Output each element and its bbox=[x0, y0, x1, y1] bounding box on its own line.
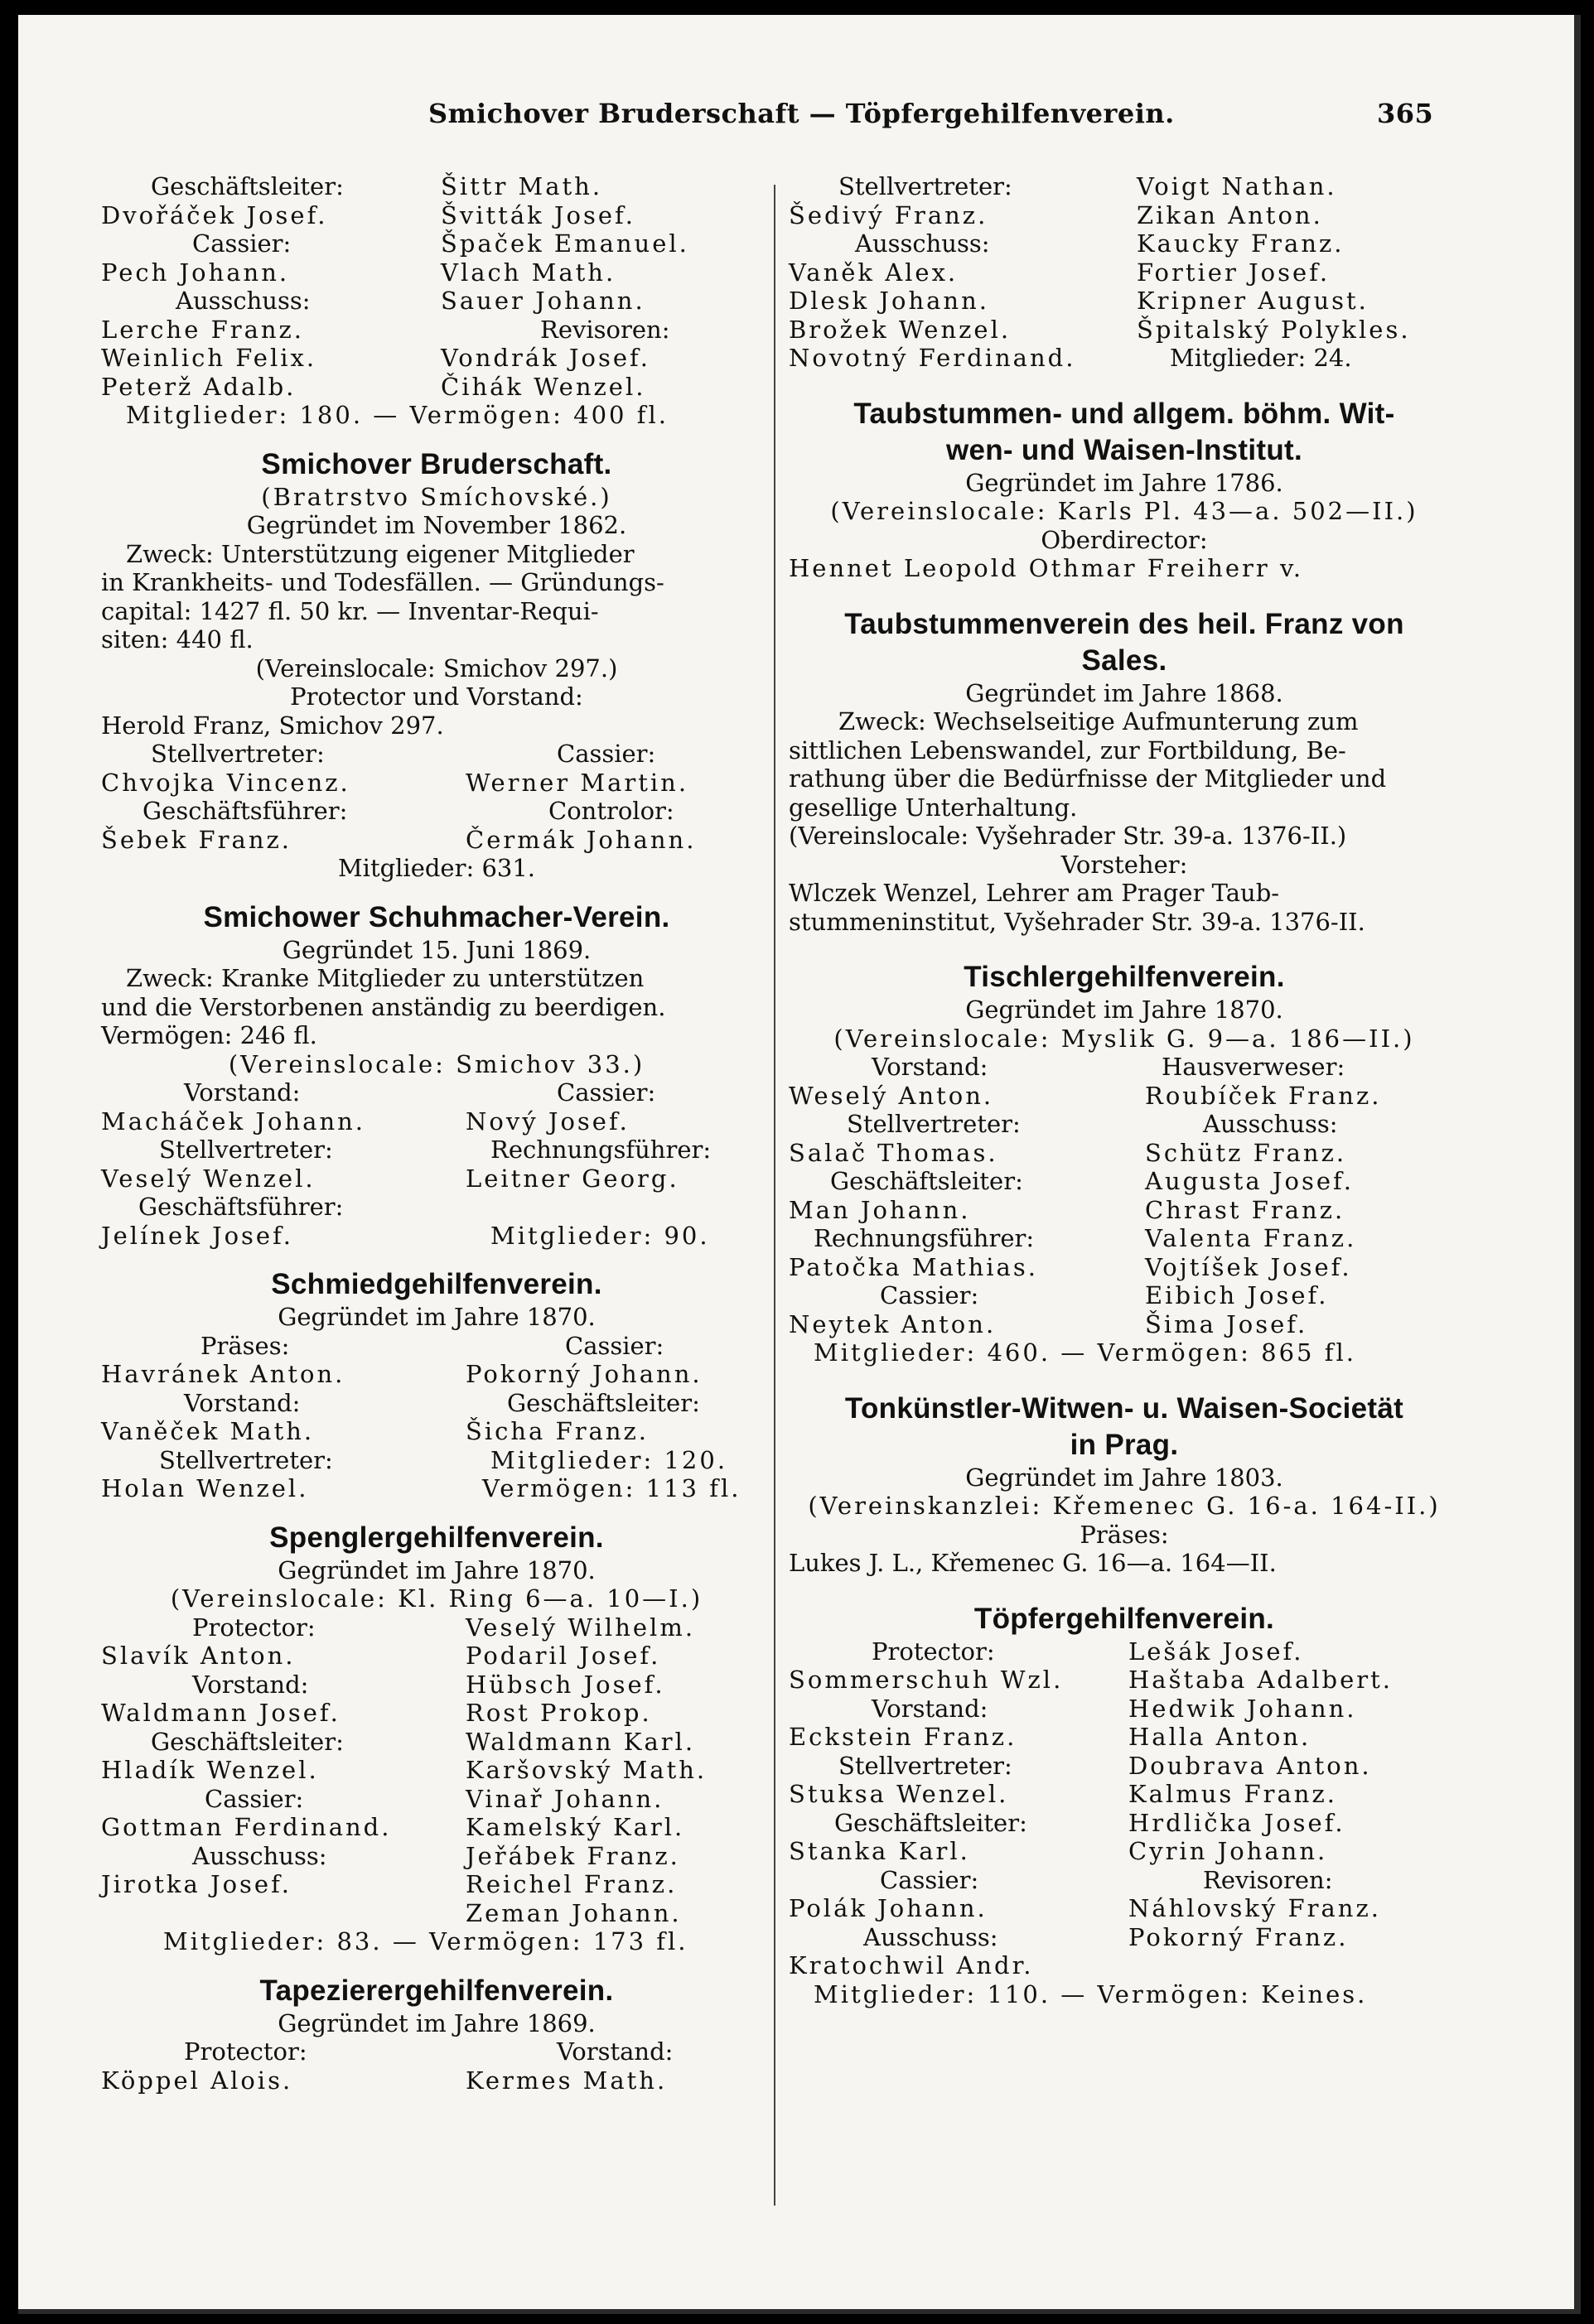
name: Šittr Math. bbox=[441, 172, 603, 200]
founded: Gegründet im Jahre 1786. bbox=[965, 468, 1283, 497]
label: Protector und Vorstand: bbox=[290, 682, 583, 711]
name: Dvořáček Josef. bbox=[101, 200, 328, 229]
name: Macháček Johann. bbox=[101, 1107, 366, 1135]
name: Vlach Math. bbox=[441, 258, 616, 287]
zweck-line: Zweck: Wechselseitige Aufmunterung zum bbox=[838, 707, 1359, 735]
label: Stellvertreter: bbox=[159, 1445, 333, 1474]
name: Jelínek Josef. bbox=[101, 1221, 294, 1250]
name: Šedivý Franz. bbox=[789, 200, 988, 229]
name: Neytek Anton. bbox=[789, 1309, 997, 1338]
entry-smichover-bruderschaft bbox=[101, 446, 772, 883]
label: Protector: bbox=[184, 2037, 307, 2066]
zweck-line: und die Verstorbenen anständig zu beerdigen. bbox=[101, 992, 666, 1021]
book-page bbox=[18, 15, 1581, 2314]
entry-title: Smichover Bruderschaft. bbox=[261, 447, 612, 480]
zweck-line: Vermögen: 246 fl. bbox=[101, 1021, 317, 1049]
entry-spenglergehilfenverein bbox=[101, 1520, 772, 1956]
name: Veselý Wilhelm. bbox=[466, 1613, 696, 1642]
label: Controlor: bbox=[548, 797, 674, 825]
name: Wlczek Wenzel, Lehrer am Prager Taub- bbox=[789, 879, 1280, 907]
name: Eckstein Franz. bbox=[789, 1723, 1017, 1751]
name: Lukes J. L., Křemenec G. 16—a. 164—II. bbox=[789, 1549, 1277, 1577]
entry-title: Tischlergehilfenverein. bbox=[964, 961, 1285, 993]
page-number: 365 bbox=[1377, 98, 1434, 129]
label: Vorstand: bbox=[872, 1053, 988, 1081]
label: Revisoren: bbox=[1203, 1865, 1333, 1894]
label: Stellvertreter: bbox=[838, 1751, 1012, 1780]
name: Dlesk Johann. bbox=[789, 287, 989, 315]
label: Oberdirector: bbox=[1041, 525, 1208, 554]
zweck-line: gesellige Unterhaltung. bbox=[789, 793, 1078, 822]
entry-tonkuenstler-societaet bbox=[789, 1391, 1460, 1578]
label: Rechnungsführer: bbox=[490, 1135, 712, 1164]
name: Slavík Anton. bbox=[101, 1642, 296, 1670]
label: Vorstand: bbox=[184, 1388, 301, 1417]
entry-title: Taubstummen- und allgem. böhm. Wit- bbox=[853, 397, 1395, 430]
name: Hrdlička Josef. bbox=[1128, 1808, 1345, 1837]
entry-title: in Prag. bbox=[1070, 1428, 1179, 1461]
name: Kermes Math. bbox=[466, 2066, 668, 2095]
label: Protector: bbox=[872, 1637, 995, 1666]
name: Náhlovský Franz. bbox=[1128, 1894, 1381, 1922]
locale: (Vereinskanzlei: Křemenec G. 16-a. 164-II.) bbox=[808, 1492, 1441, 1520]
name: Novotný Ferdinand. bbox=[789, 344, 1076, 372]
name: Eibich Josef. bbox=[1145, 1281, 1329, 1309]
entry-tapezierergehilfenverein bbox=[101, 1973, 772, 2095]
zweck-line: in Krankheits- und Todesfällen. — Gründungs- bbox=[101, 568, 664, 596]
name: Pokorný Johann. bbox=[466, 1360, 703, 1388]
founded: Gegründet im November 1862. bbox=[246, 511, 627, 539]
zweck-line: capital: 1427 fl. 50 kr. — Inventar-Requi- bbox=[101, 596, 599, 625]
name: Špaček Emanuel. bbox=[441, 229, 689, 258]
founded: Gegründet im Jahre 1868. bbox=[965, 678, 1283, 707]
name: Pech Johann. bbox=[101, 258, 290, 287]
entry-title: Töpfergehilfenverein. bbox=[973, 1602, 1275, 1635]
name: Reichel Franz. bbox=[466, 1870, 678, 1898]
entry-taubstummenverein-franz bbox=[789, 606, 1460, 937]
label: Geschäftsführer: bbox=[138, 1193, 344, 1221]
label: Vorstand: bbox=[192, 1670, 309, 1699]
entry-title: Schmiedgehilfenverein. bbox=[271, 1268, 602, 1300]
label: Geschäftsleiter: bbox=[151, 172, 344, 200]
entry-continued bbox=[789, 172, 1460, 373]
name: Waldmann Josef. bbox=[101, 1699, 341, 1727]
name: Weinlich Felix. bbox=[101, 344, 317, 372]
name: Vaněk Alex. bbox=[789, 258, 959, 287]
label: Ausschuss: bbox=[863, 1922, 998, 1951]
name: Špitalský Polykles. bbox=[1137, 315, 1411, 344]
name: stummeninstitut, Vyšehrader Str. 39-a. 1376-II. bbox=[789, 907, 1365, 936]
label: Cassier: bbox=[880, 1865, 979, 1894]
founded: Gegründet im Jahre 1869. bbox=[278, 2008, 596, 2037]
name: Kripner August. bbox=[1137, 287, 1369, 315]
label: Geschäftsführer: bbox=[142, 797, 348, 825]
name: Stanka Karl. bbox=[789, 1837, 970, 1865]
label: Vorsteher: bbox=[1060, 850, 1188, 879]
name: Stuksa Wenzel. bbox=[789, 1780, 1009, 1808]
label: Geschäftsleiter: bbox=[830, 1167, 1023, 1195]
running-title: Smichover Bruderschaft — Töpfergehilfenverein. bbox=[428, 98, 1175, 129]
name: Roubíček Franz. bbox=[1145, 1081, 1382, 1110]
members: Mitglieder: 631. bbox=[337, 854, 536, 882]
name: Šicha Franz. bbox=[466, 1417, 650, 1445]
founded: Gegründet im Jahre 1870. bbox=[965, 996, 1283, 1024]
label: Stellvertreter: bbox=[159, 1135, 333, 1164]
name: Man Johann. bbox=[789, 1195, 971, 1224]
subtitle: (Bratrstvo Smíchovské.) bbox=[261, 482, 612, 511]
locale: (Vereinslocale: Smichov 297.) bbox=[255, 653, 618, 682]
founded: Gegründet im Jahre 1870. bbox=[278, 1555, 596, 1584]
entry-schuhmacher-verein bbox=[101, 899, 772, 1251]
label: Cassier: bbox=[557, 1078, 656, 1107]
name: Vondrák Josef. bbox=[441, 344, 650, 372]
zweck-line: rathung über die Bedürfnisse der Mitglieder und bbox=[789, 764, 1387, 793]
label: Vorstand: bbox=[184, 1078, 301, 1107]
name: Havránek Anton. bbox=[101, 1360, 345, 1388]
founded: Gegründet im Jahre 1803. bbox=[965, 1463, 1283, 1492]
zweck-line: sittlichen Lebenswandel, zur Fortbildung, Be- bbox=[789, 735, 1346, 764]
name: Kaucky Franz. bbox=[1137, 229, 1345, 258]
name: Sauer Johann. bbox=[441, 287, 645, 315]
name: Veselý Wenzel. bbox=[101, 1164, 316, 1193]
name: Herold Franz, Smichov 297. bbox=[101, 711, 444, 740]
name: Patočka Mathias. bbox=[789, 1252, 1038, 1281]
name: Šebek Franz. bbox=[101, 825, 292, 854]
name: Sommerschuh Wzl. bbox=[789, 1666, 1064, 1694]
name: Nový Josef. bbox=[466, 1107, 630, 1135]
name: Doubrava Anton. bbox=[1128, 1751, 1372, 1780]
name: Halla Anton. bbox=[1128, 1723, 1311, 1751]
right-column bbox=[789, 172, 1460, 2008]
name: Fortier Josef. bbox=[1137, 258, 1331, 287]
name: Kratochwil Andr. bbox=[789, 1951, 1034, 1979]
name: Šima Josef. bbox=[1145, 1309, 1308, 1338]
locale: (Vereinslocale: Kl. Ring 6—a. 10—I.) bbox=[170, 1584, 703, 1613]
label: Ausschuss: bbox=[176, 287, 311, 315]
entry-title: Smichower Schuhmacher-Verein. bbox=[203, 900, 670, 933]
members: Mitglieder: 24. bbox=[1170, 344, 1352, 372]
members: Mitglieder: 120. bbox=[490, 1445, 728, 1474]
name: Zikan Anton. bbox=[1137, 200, 1323, 229]
label: Geschäftsleiter: bbox=[834, 1808, 1027, 1837]
locale: (Vereinslocale: Smichov 33.) bbox=[228, 1049, 645, 1078]
name: Holan Wenzel. bbox=[101, 1474, 309, 1502]
founded: Gegründet 15. Juni 1869. bbox=[282, 935, 592, 964]
entry-taubstummen-institut bbox=[789, 396, 1460, 583]
label: Geschäftsleiter: bbox=[507, 1388, 700, 1417]
founded: Gegründet im Jahre 1870. bbox=[278, 1303, 596, 1331]
entry-title: wen- und Waisen-Institut. bbox=[945, 433, 1303, 466]
locale: (Vereinslocale: Vyšehrader Str. 39-a. 1376-II.) bbox=[789, 822, 1347, 850]
entry-tischlergehilfenverein bbox=[789, 959, 1460, 1367]
left-column bbox=[101, 172, 772, 2095]
zweck-line: Zweck: Unterstützung eigener Mitglieder bbox=[126, 539, 635, 568]
name: Karšovský Math. bbox=[466, 1756, 708, 1784]
label: Ausschuss: bbox=[855, 229, 990, 258]
name: Haštaba Adalbert. bbox=[1128, 1666, 1394, 1694]
name: Peterž Adalb. bbox=[101, 372, 297, 401]
entry-title: Tonkünstler-Witwen- u. Waisen-Societät bbox=[844, 1391, 1404, 1425]
name: Hedwik Johann. bbox=[1128, 1694, 1357, 1723]
entry-title: Tapezierergehilfenverein. bbox=[259, 1974, 614, 2007]
entry-continued bbox=[101, 172, 772, 430]
name: Vinař Johann. bbox=[466, 1784, 664, 1813]
label: Protector: bbox=[192, 1613, 316, 1642]
locale: (Vereinslocale: Myslik G. 9—a. 186—II.) bbox=[833, 1024, 1415, 1053]
name: Hennet Leopold Othmar Freiherr v. bbox=[789, 554, 1304, 582]
name: Chrast Franz. bbox=[1145, 1195, 1345, 1224]
label: Rechnungsführer: bbox=[814, 1224, 1035, 1252]
name: Köppel Alois. bbox=[101, 2066, 293, 2095]
entry-title: Spenglergehilfenverein. bbox=[269, 1521, 604, 1554]
label: Cassier: bbox=[192, 229, 292, 258]
name: Čermák Johann. bbox=[466, 825, 697, 854]
label: Ausschuss: bbox=[192, 1841, 327, 1870]
name: Schütz Franz. bbox=[1145, 1138, 1347, 1167]
name: Švitták Josef. bbox=[441, 200, 635, 229]
name: Jirotka Josef. bbox=[101, 1870, 292, 1898]
name: Weselý Anton. bbox=[789, 1081, 994, 1110]
locale: (Vereinslocale: Karls Pl. 43—a. 502—II.) bbox=[830, 497, 1418, 525]
name: Jeřábek Franz. bbox=[466, 1841, 680, 1870]
label: Geschäftsleiter: bbox=[151, 1727, 344, 1756]
name: Leitner Georg. bbox=[466, 1164, 679, 1193]
label: Vorstand: bbox=[557, 2037, 674, 2066]
footer: Mitglieder: 110. — Vermögen: Keines. bbox=[814, 1979, 1368, 2008]
name: Pokorný Franz. bbox=[1128, 1922, 1349, 1951]
name: Voigt Nathan. bbox=[1137, 172, 1337, 200]
name: Hübsch Josef. bbox=[466, 1670, 665, 1699]
name: Vaněček Math. bbox=[101, 1417, 315, 1445]
label: Cassier: bbox=[557, 740, 656, 768]
name: Salač Thomas. bbox=[789, 1138, 998, 1167]
label: Stellvertreter: bbox=[847, 1110, 1021, 1138]
name: Cyrin Johann. bbox=[1128, 1837, 1328, 1865]
entry-toepfergehilfenverein bbox=[789, 1601, 1460, 2009]
name: Vojtíšek Josef. bbox=[1145, 1252, 1352, 1281]
wealth: Vermögen: 113 fl. bbox=[482, 1474, 741, 1502]
name: Kamelský Karl. bbox=[466, 1813, 685, 1841]
name: Brožek Wenzel. bbox=[789, 315, 1012, 344]
column-divider bbox=[774, 185, 775, 2206]
entry-title: Taubstummenverein des heil. Franz von bbox=[844, 607, 1404, 640]
label: Cassier: bbox=[205, 1784, 304, 1813]
zweck-line: siten: 440 fl. bbox=[101, 625, 254, 653]
entry-schmiedgehilfenverein bbox=[101, 1266, 772, 1503]
label: Stellvertreter: bbox=[151, 740, 325, 768]
name: Polák Johann. bbox=[789, 1894, 988, 1922]
members: Mitglieder: 90. bbox=[490, 1221, 710, 1250]
name: Čihák Wenzel. bbox=[441, 372, 646, 401]
name: Rost Prokop. bbox=[466, 1699, 652, 1727]
label: Vorstand: bbox=[872, 1694, 988, 1723]
footer: Mitglieder: 83. — Vermögen: 173 fl. bbox=[163, 1927, 688, 1955]
name: Waldmann Karl. bbox=[466, 1727, 696, 1756]
name: Valenta Franz. bbox=[1145, 1224, 1357, 1252]
label: Revisoren: bbox=[540, 315, 670, 344]
name: Lešák Josef. bbox=[1128, 1637, 1304, 1666]
name: Lerche Franz. bbox=[101, 315, 305, 344]
name: Chvojka Vincenz. bbox=[101, 768, 350, 797]
name: Zeman Johann. bbox=[466, 1898, 682, 1927]
footer: Mitglieder: 180. — Vermögen: 400 fl. bbox=[126, 401, 669, 429]
name: Hladík Wenzel. bbox=[101, 1756, 319, 1784]
entry-title: Sales. bbox=[1081, 644, 1167, 677]
name: Augusta Josef. bbox=[1145, 1167, 1354, 1195]
label: Cassier: bbox=[880, 1281, 979, 1309]
label: Ausschuss: bbox=[1203, 1110, 1338, 1138]
label: Cassier: bbox=[565, 1331, 664, 1360]
name: Werner Martin. bbox=[466, 768, 689, 797]
name: Gottman Ferdinand. bbox=[101, 1813, 392, 1841]
footer: Mitglieder: 460. — Vermögen: 865 fl. bbox=[814, 1338, 1356, 1367]
label: Stellvertreter: bbox=[838, 172, 1012, 200]
name: Podaril Josef. bbox=[466, 1642, 661, 1670]
name: Kalmus Franz. bbox=[1128, 1780, 1337, 1808]
label: Hausverweser: bbox=[1162, 1053, 1345, 1081]
zweck-line: Zweck: Kranke Mitglieder zu unterstützen bbox=[126, 964, 645, 992]
label: Präses: bbox=[200, 1331, 290, 1360]
label: Präses: bbox=[1080, 1520, 1169, 1549]
